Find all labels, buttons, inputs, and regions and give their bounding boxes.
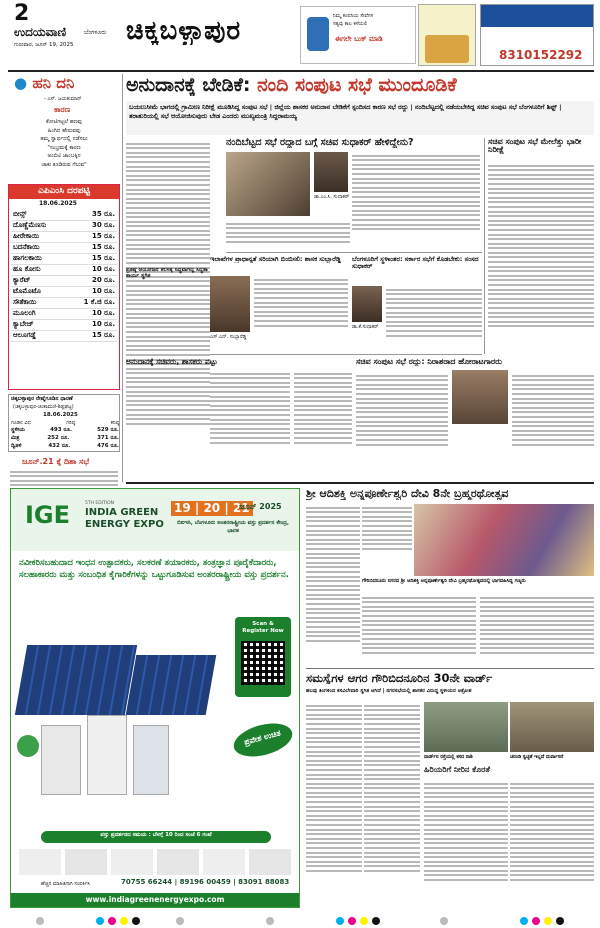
- honey-brand: [14, 76, 74, 92]
- caption-2: ಚರಂಡಿ ಸ್ವಚ್ಛತೆ ಇಲ್ಲದೆ ದುರ್ವಾಸನೆ: [510, 755, 564, 760]
- silk-head-max: ಗರಿಷ್ಠ: [66, 420, 76, 426]
- garbage-photo: [424, 702, 508, 752]
- sponsor-logos: [19, 849, 291, 875]
- reg-dot: [556, 917, 564, 925]
- rate-price: 15 ರೂ.: [65, 242, 117, 253]
- silk-box: [8, 394, 120, 452]
- ad1-line2: ಸತ್ಯವು ಕಾಲ ಕಳೆಯಲಿ: [333, 21, 368, 27]
- contact-label: ಹೆಚ್ಚಿನ ಮಾಹಿತಿಗಾಗಿ ಸಂಪರ್ಕಿಸಿ: [41, 881, 90, 887]
- rate-row: [11, 253, 117, 264]
- reg-dot: [132, 917, 140, 925]
- silk-title: ಚಿಕ್ಕಬಳ್ಳಾಪುರ ರೇಷ್ಮೆಗೂಡಿನ ಧಾರಣೆ: [11, 396, 73, 402]
- notice-title: ಜೂನ್.21 ಕ್ಕೆ ದಿಶಾ ಸಭೆ: [22, 458, 90, 466]
- lead-body-col1: [126, 140, 210, 460]
- lead-summary: ಬಯಲುಸೀಮೆ ಭಾಗದಲ್ಲಿ ಗ್ರಾಮೀಣ ನಿರೀಕ್ಷೆ ಮೂಡಿಸಿದ್ದ ಸಂಪುಟ ಸಭೆ | ಜಿಲ್ಲೆಯ ಶಾಸಕರ ಅನುದಾನ ಬೇಡಿಕೆಗೆ ಸ್ಪಂದಿಸದ ಕಾರಣ ಸಭೆ ರದ್ದು | ನಂದಿಬೆಟ್ಟದಲ್ಲಿ ನಡೆಯಬೇಕಿದ್ದ ಸಚಿವ ಸಂಪುಟ ಸಭೆ ಬೆಂಗಳೂರಿಗೆ ಶಿಫ್ಟ್ | ತರಾತುರಿಯಲ್ಲಿ ಸಭೆ ಆಯೋಜಿಸುವುದು ಬೇಡ ಎಂದರು ಮುಖ್ಯಮಂತ್ರಿ ಸಿದ್ದರಾಮಯ್ಯ: [126, 101, 594, 135]
- rate-item: ಕ್ಯಾರೆಟ್: [11, 275, 65, 286]
- quote-lines: [12, 118, 116, 169]
- silk-row: [11, 443, 119, 451]
- masthead-ad-1: [300, 6, 416, 64]
- rate-row: [11, 286, 117, 297]
- drop-icon: ●: [14, 76, 28, 92]
- bottom-left-text: [210, 370, 290, 460]
- silk-head-type: ಗೂಡಿನ ವಿಧ: [11, 420, 31, 426]
- story3-text-b: [364, 702, 420, 902]
- rate-item: ಕ್ಯಾಬೇಜ್: [11, 319, 65, 330]
- silk-min: 371 ರೂ.: [97, 435, 119, 441]
- reg-dot: [532, 917, 540, 925]
- rates-title: ಎಪಿಎಂಸಿ ದರಪಟ್ಟಿ: [9, 185, 119, 199]
- quote-line: ಚಾಕು ಕೂಡಿರುವ ಗೆಲುವ": [41, 161, 87, 168]
- rate-price: 10 ರೂ.: [65, 308, 117, 319]
- rate-item: ಬದನೆಕಾಯಿ: [11, 242, 65, 253]
- lead-headline: [126, 76, 594, 96]
- mid-left-text: [254, 276, 348, 338]
- quote-line: ತಮ್ಮ ಸ್ವಾರ್ಥದಲ್ಲಿ ನಡೆಸಲು: [40, 136, 88, 142]
- rates-table: [11, 209, 117, 342]
- ad3-phone: 8310152292: [499, 49, 583, 62]
- quote-title: ಕಾರಣ: [54, 106, 71, 114]
- right-col-head: ಸಚಿವ ಸಂಪುಟ ಸಭೆ ಮೇಲೆತ್ತು ಭಾರೀ ನಿರೀಕ್ಷೆ: [488, 138, 582, 155]
- free-entry-badge: ಪ್ರವೇಶ ಉಚಿತ: [230, 718, 296, 763]
- brand-sub: - ಎಸ್. ಜಯಕುಮಾರ್: [44, 96, 82, 102]
- solar-panel: [15, 645, 137, 715]
- reg-dot: [520, 917, 528, 925]
- qr-code[interactable]: [241, 641, 285, 685]
- bottom-mid-text-a: [294, 370, 352, 460]
- paper-name: ಉದಯವಾಣಿ: [14, 26, 67, 39]
- reg-dot: [176, 917, 184, 925]
- silk-row: [11, 435, 119, 443]
- silk-head-min: ಕನಿಷ್ಠ: [110, 420, 119, 426]
- mp-photo: [352, 286, 382, 322]
- right-col-divider: [484, 138, 485, 354]
- sub-story-text-2: [226, 220, 350, 254]
- silk-min: 529 ರೂ.: [97, 427, 119, 433]
- bottom-mid-head: ಸಚಿವ ಸಂಪುಟ ಸಭೆ ರದ್ದು: ನಿರಾಶರಾದ ಹೋರಾಟಗಾರರು: [356, 358, 502, 366]
- rate-item: ಬೀನ್ಸ್: [11, 209, 65, 220]
- story3-text-c: [424, 780, 508, 902]
- reg-dot: [440, 917, 448, 925]
- story3-text-d: [510, 780, 594, 902]
- rate-item: ದೊಣ್ಣೆಮೆಣಸು: [11, 220, 65, 231]
- rates-box: [8, 184, 120, 390]
- rate-item: ಆಲೂಗಡ್ಡೆ: [11, 330, 65, 341]
- silk-type: ದ್ವಿತಳಿ: [11, 443, 22, 449]
- edition-tag: ಬೆಂಗಳೂರು: [84, 29, 107, 36]
- rate-item: ಹೀರೇಕಾಯಿ: [11, 231, 65, 242]
- reg-dot: [96, 917, 104, 925]
- masthead-ad-2: [418, 4, 476, 66]
- quote-line: ಅಂಬಿಟಿ ಜಾಂಬಕ್ಕಿನ: [47, 153, 81, 159]
- silk-type: ಮಿಶ್ರ: [11, 435, 20, 441]
- rate-price: 15 ರೂ.: [65, 231, 117, 242]
- story2-text-b: [362, 504, 412, 564]
- registration-marks: [0, 912, 600, 928]
- rate-row: [11, 308, 117, 319]
- story3-summary: ಹಲವು ತಿಂಗಳಿಂದ ಕಸವಿಲೇವಾರಿ ಸ್ಥಗಿತ ಆಗಿದೆ | ನಗರಸಭೆಯಲ್ಲಿ ಶಾಸಕರ ವಿರುದ್ಧ ಸ್ಥಳೀಯರ ಆಕ್ರೋಶ: [306, 688, 472, 694]
- reg-dot: [120, 917, 128, 925]
- solar-panel-illustration: [21, 615, 221, 825]
- quote-line: "ಸಂಭ್ರಮಕ್ಕೆ ಕಾರಣ: [47, 144, 81, 151]
- story-rule: [306, 668, 594, 669]
- story3-headline: ಸಮಸ್ಯೆಗಳ ಆಗರ ಗೌರಿಬಿದನೂರಿನ 30ನೇ ವಾರ್ಡ್: [306, 672, 493, 685]
- lead-photo: [226, 152, 310, 216]
- solar-panel: [126, 655, 217, 715]
- reg-dot: [36, 917, 44, 925]
- lead-headline-red: ಅನುದಾನಕ್ಕೆ ಬೇಡಿಕೆ:: [126, 76, 251, 96]
- rates-table-wrap: [11, 209, 117, 342]
- bottom-mid-photo: [452, 370, 508, 424]
- recycle-icon: [17, 735, 39, 757]
- silk-sub: (ಚಿಕ್ಕಬಳ್ಳಾಪುರ-ಚಿಂತಾಮಣಿ-ಶಿಡ್ಲಘಟ್ಟ): [13, 404, 74, 410]
- ad2-image: [425, 35, 469, 63]
- sidebar-divider: [122, 74, 123, 482]
- masthead-ad-3: [480, 4, 594, 66]
- festival-caption: ಗೌರಿಬಿದನೂರು ನಗರದ ಶ್ರೀ ಆದಿಶಕ್ತಿ ಅನ್ನಪೂರ್ಣೇಶ್ವರಿ ದೇವಿ ಬ್ರಹ್ಮರಥೋತ್ಸವದಲ್ಲಿ ಭಾಗವಹಿಸಿದ್ದ ಗಣ್ಯರು: [362, 578, 526, 584]
- ad-venue: ಬಿಐಇಸಿ, ಬೆಂಗಳೂರು ಅಂತರರಾಷ್ಟ್ರೀಯ ವಸ್ತು ಪ್ರದರ್ಶನ ಕೇಂದ್ರ, ಭಾರತ: [177, 520, 289, 534]
- lead-sub-headline: ನಂದಿಬೆಟ್ಟದ ಸಭೆ ರದ್ದಾದ ಬಗ್ಗೆ ಸಚಿವ ಸುಧಾಕರ್ ಹೇಳಿದ್ದೇನು?: [226, 138, 414, 148]
- ad1-line3: ಈಗಲೇ ಬುಕ್ ಮಾಡಿ: [335, 35, 383, 43]
- mp-text: [386, 286, 482, 348]
- story3-sub-head: ಹಿರಿಯರಿಗೆ ನೀರಿನ ಕೊರತೆ: [424, 766, 490, 774]
- rate-price: 15 ರೂ.: [65, 330, 117, 341]
- reg-dot: [336, 917, 344, 925]
- story3-text-a: [306, 702, 362, 902]
- silk-header: [11, 420, 119, 426]
- page-number: 2: [14, 2, 30, 26]
- rate-row: [11, 231, 117, 242]
- ad-website[interactable]: www.indiagreenenergyexpo.com: [11, 893, 299, 907]
- caption-1: ವಾರ್ಡ್‌ನ ರಸ್ತೆಯಲ್ಲಿ ಕಸದ ರಾಶಿ: [424, 755, 473, 760]
- section-title: ಚಿಕ್ಕಬಳ್ಳಾಪುರ: [126, 18, 242, 46]
- ad1-line1: ನಿಮ್ಮ ಕಂಪನಿಯ ಸೇವೆಗಳ: [333, 13, 374, 19]
- minister-name: ಡಾ.ಎಂ.ಸಿ. ಸುಧಾಕರ್: [314, 194, 350, 200]
- rate-row: [11, 209, 117, 220]
- story2-text-d: [480, 594, 594, 666]
- mid-left-head: ಇಲಾಖೆಗಳ ಪ್ರಾಧಾನ್ಯತೆ ಸರಿಯಾಗಿ ಬಿಂಬಿಸಲಿ: ಶಾಸಕ ಸುಬ್ಬಾರೆಡ್ಡಿ: [210, 256, 341, 263]
- ad-timing: ವಸ್ತು ಪ್ರದರ್ಶನದ ಸಮಯ : ಬೆಳಗ್ಗೆ 10 ರಿಂದ ಸಂಜೆ 6 ಗಂಟೆ: [41, 831, 271, 843]
- rate-price: 20 ರೂ.: [65, 275, 117, 286]
- phone-icon: [307, 17, 329, 51]
- rate-price: 30 ರೂ.: [65, 220, 117, 231]
- mla-name: ಎಸ್.ಎನ್. ಸುಬ್ಬಾರೆಡ್ಡಿ: [210, 334, 247, 340]
- ad-phones: 70755 66244 | 89196 00459 | 83091 88083: [121, 879, 290, 886]
- reg-dot: [544, 917, 552, 925]
- rate-item: ಹಾಗಲಕಾಯಿ: [11, 253, 65, 264]
- reg-dot: [108, 917, 116, 925]
- silk-max: 432 ರೂ.: [48, 443, 71, 449]
- drain-photo: [510, 702, 594, 752]
- masthead: [0, 0, 600, 70]
- reg-dot: [266, 917, 274, 925]
- silk-max: 252 ರೂ.: [47, 435, 70, 441]
- ad3-bar: [481, 5, 593, 27]
- quote-line: ಕೋಟಿಗಟ್ಟಲೆ ಹಣವು: [45, 119, 83, 125]
- rate-row: [11, 330, 117, 341]
- rate-row: [11, 297, 117, 308]
- ad-name-2: ENERGY EXPO: [85, 520, 164, 530]
- silk-date: 18.06.2025: [43, 412, 78, 418]
- right-col-text: [488, 162, 594, 352]
- row-rule-2: [210, 354, 482, 355]
- rate-price: 10 ರೂ.: [65, 286, 117, 297]
- ad-tagline: ನವೀಕರಿಸಬಹುದಾದ ಇಂಧನ ಉತ್ಪಾದಕರು, ಸಲಕರಣೆ ತಯಾರಕರು, ತಂತ್ರಜ್ಞಾನ ಪೂರೈಕೆದಾರರು, ಸಲಹಾಕಾರರು ಮತ್ತು ಸಂಬಂಧಿತ ಕೈಗಾರಿಕೆಗಳನ್ನು ಒಟ್ಟುಗೂಡಿಸುವ ಅಂತರರಾಷ್ಟ್ರೀಯ ವಸ್ತು ಪ್ರದರ್ಶನ.: [19, 558, 290, 580]
- silk-row: [11, 427, 119, 435]
- rate-row: [11, 220, 117, 231]
- date-line: ಗುರುವಾರ, ಜೂನ್ 19, 2025: [14, 42, 74, 48]
- story2-text-c: [362, 594, 476, 666]
- lead-headline-rest: ನಂದಿ ಸಂಪುಟ ಸಭೆ ಮುಂದೂಡಿಕೆ: [250, 76, 457, 96]
- bottom-left-head: ಅನುದಾನಕ್ಕೆ ಸಚಿವರು, ಶಾಸಕರು ಪಟ್ಟು: [126, 358, 218, 366]
- rate-price: 10 ರೂ.: [65, 319, 117, 330]
- rate-row: [11, 242, 117, 253]
- rate-item: ಟೊಮೊಟೊ: [11, 286, 65, 297]
- festival-photo: [414, 504, 594, 576]
- reg-dot: [372, 917, 380, 925]
- rate-price: 10 ರೂ.: [65, 264, 117, 275]
- mla-photo: [210, 276, 250, 332]
- scan-label: Scan & Register Now: [242, 621, 284, 634]
- ad-name-1: INDIA GREEN: [85, 508, 159, 518]
- silk-rows: [11, 427, 119, 451]
- battery-unit: [41, 725, 81, 795]
- sidebar: [8, 74, 120, 482]
- mp-name: ಡಾ.ಕೆ.ಸುಧಾಕರ್: [352, 324, 379, 330]
- rate-price: 35 ರೂ.: [65, 209, 117, 220]
- masthead-rule: [8, 70, 594, 72]
- ad-dates: 19 | 20 | 21: [171, 501, 253, 516]
- ad-logo-sub: 5TH EDITION: [85, 501, 115, 506]
- rate-price: 15 ರೂ.: [65, 253, 117, 264]
- rate-item: ಸೌತೆಕಾಯಿ: [11, 297, 65, 308]
- reg-dot: [348, 917, 356, 925]
- rates-date: 18.06.2025: [39, 200, 77, 207]
- mid-bullet-1: ಪ್ರತಿಷ್ಠೆ ಆಯೋಜನೆ ಕೆಲಸಕ್ಕೆ ಸಿದ್ಧವಾಗಿದ್ದ ಸಿದ್ಧತಾ ಕಾರ್ಯ ಸ್ಥಗಿತ: [126, 268, 208, 279]
- minister-photo: [314, 152, 348, 192]
- row-rule: [226, 252, 482, 253]
- rate-price: 1 ಕೆ.ಜಿ ರೂ.: [65, 297, 117, 308]
- rate-row: [11, 264, 117, 275]
- sub-story-text: [352, 152, 480, 248]
- reg-dot: [360, 917, 368, 925]
- section-rule: [126, 482, 594, 484]
- ad-month: ಜೂನ್ 2025: [239, 503, 282, 511]
- silk-min: 476 ರೂ.: [97, 443, 119, 449]
- mp-head: ಬೆಂಗಳೂರಿಗೆ ಸ್ಥಳಾಂತರ: ಸರ್ಕಾರ ಸಭೆಗೆ ಕೊಡಬೇಕು: ಸಂಸದ ಸುಧಾಕರ್: [352, 256, 479, 270]
- rate-item: ಮೂಲಂಗಿ: [11, 308, 65, 319]
- expo-ad: [10, 488, 300, 908]
- bottom-right-text: [512, 372, 594, 462]
- battery-unit: [133, 725, 169, 795]
- battery-unit: [87, 715, 127, 795]
- brand-text: ಹನಿ ದನಿ: [32, 76, 75, 92]
- rate-row: [11, 319, 117, 330]
- silk-max: 493 ರೂ.: [50, 427, 72, 433]
- quote-line: ಹಿಂಗಿದ ಹೇರುವವು: [47, 127, 81, 134]
- silk-type: ಸ್ಥಳೀಯ: [11, 427, 25, 433]
- story2-headline: ಶ್ರೀ ಆದಿಶಕ್ತಿ ಅನ್ನಪೂರ್ಣೇಶ್ವರಿ ದೇವಿ 8ನೇ ಬ್ರಹ್ಮರಥೋತ್ಸವ: [306, 488, 509, 500]
- qr-box: [235, 617, 291, 697]
- bottom-mid-text-b: [356, 372, 448, 462]
- rate-item: ಹೂ ಕೋಸು: [11, 264, 65, 275]
- rate-row: [11, 275, 117, 286]
- ad-logo: IGE: [25, 503, 71, 529]
- story2-text-a: [306, 504, 360, 664]
